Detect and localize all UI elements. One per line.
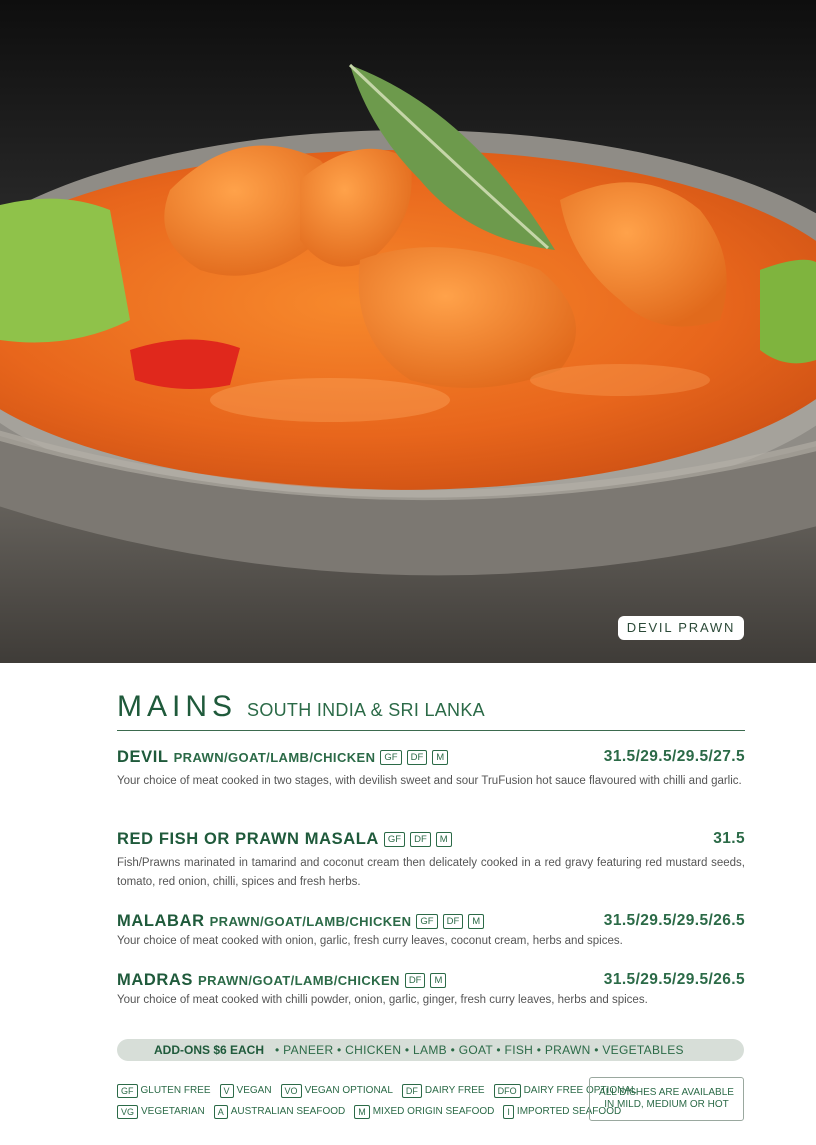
legend-text: VEGAN: [236, 1085, 272, 1096]
legend-entry: [117, 1105, 205, 1119]
item-price: 31.5/29.5/29.5/27.5: [603, 748, 745, 765]
legend-entry: [117, 1084, 211, 1098]
diet-tags: [379, 832, 452, 847]
legend-text: DAIRY FREE: [424, 1085, 485, 1096]
legend-code: GF: [117, 1084, 138, 1098]
diet-tag: DF: [443, 914, 464, 929]
item-name: MADRAS: [117, 970, 194, 989]
diet-tag: M: [468, 914, 484, 929]
legend-text: IMPORTED SEAFOOD: [516, 1106, 622, 1117]
item-description: Your choice of meat cooked in two stages, with devilish sweet and sour TruFusion hot sauce flavoured with chilli and garlic.: [117, 775, 742, 787]
spice-level-notice: [589, 1077, 744, 1121]
item-options: PRAWN/GOAT/LAMB/CHICKEN: [198, 972, 400, 988]
item-price: 31.5: [713, 830, 745, 847]
item-header: [117, 746, 745, 768]
legend-text: MIXED ORIGIN SEAFOOD: [372, 1106, 495, 1117]
legend-code: DFO: [494, 1084, 521, 1098]
photo-caption: DEVIL PRAWN: [618, 616, 744, 640]
legend-text: VEGETARIAN: [141, 1106, 205, 1117]
diet-tags: [411, 914, 484, 929]
addons-bar: [117, 1039, 744, 1061]
menu-item-malabar: [117, 910, 745, 951]
notice-line: ALL DISHES ARE AVAILABLE: [599, 1087, 734, 1098]
menu-item-red-fish-masala: [117, 828, 745, 892]
item-header: [117, 910, 745, 932]
legend-row: [117, 1101, 622, 1122]
item-name: RED FISH OR PRAWN MASALA: [117, 829, 379, 848]
menu-item-devil: [117, 746, 745, 791]
legend-code: DF: [402, 1084, 422, 1098]
diet-legend: [117, 1080, 637, 1122]
legend-entry: [281, 1084, 393, 1098]
section-subtitle: SOUTH INDIA & SRI LANKA: [247, 700, 485, 720]
item-name: MALABAR: [117, 911, 205, 930]
legend-code: V: [220, 1084, 234, 1098]
diet-tag: GF: [416, 914, 437, 929]
diet-tags: [375, 750, 448, 765]
addons-label: ADD-ONS $6 EACH: [154, 1043, 265, 1057]
diet-tag: DF: [407, 750, 428, 765]
section-header: [117, 690, 745, 731]
item-header: [117, 969, 745, 991]
diet-tag: DF: [410, 832, 431, 847]
legend-row: [117, 1080, 637, 1101]
item-options: PRAWN/GOAT/LAMB/CHICKEN: [209, 913, 412, 929]
item-name: DEVIL: [117, 747, 169, 766]
item-description: Your choice of meat cooked with chilli powder, onion, garlic, ginger, fresh curry leaves, herbs and spices.: [117, 994, 648, 1006]
diet-tag: M: [430, 973, 446, 988]
item-description: Your choice of meat cooked with onion, garlic, fresh curry leaves, coconut cream, herbs and spices.: [117, 935, 623, 947]
item-price: 31.5/29.5/29.5/26.5: [603, 971, 745, 988]
legend-text: VEGAN OPTIONAL: [304, 1085, 393, 1096]
menu-item-madras: [117, 969, 745, 1010]
addons-list: • PANEER • CHICKEN • LAMB • GOAT • FISH • PRAWN • VEGETABLES: [275, 1043, 684, 1057]
legend-code: VO: [281, 1084, 302, 1098]
legend-text: GLUTEN FREE: [140, 1085, 211, 1096]
diet-tag: DF: [405, 973, 426, 988]
legend-text: AUSTRALIAN SEAFOOD: [230, 1106, 346, 1117]
legend-entry: [402, 1084, 485, 1098]
item-header: [117, 828, 745, 850]
legend-text: DAIRY FREE OPTIONAL: [523, 1085, 637, 1096]
legend-entry: [220, 1084, 272, 1098]
legend-code: VG: [117, 1105, 138, 1119]
diet-tag: M: [432, 750, 448, 765]
diet-tag: M: [436, 832, 452, 847]
item-description: Fish/Prawns marinated in tamarind and coconut cream then delicately cooked in a red gravy featuring red mustard seeds, tomato, red onion, chilli, spices and fresh herbs.: [117, 857, 745, 888]
legend-entry: [214, 1105, 345, 1119]
diet-tags: [400, 973, 447, 988]
legend-entry: [354, 1105, 494, 1119]
item-price: 31.5/29.5/29.5/26.5: [603, 912, 745, 929]
notice-line: IN MILD, MEDIUM OR HOT: [604, 1099, 729, 1110]
section-title: MAINS: [117, 690, 238, 723]
diet-tag: GF: [380, 750, 401, 765]
legend-code: A: [214, 1105, 228, 1119]
diet-tag: GF: [384, 832, 405, 847]
item-options: PRAWN/GOAT/LAMB/CHICKEN: [173, 749, 376, 765]
legend-code: I: [503, 1105, 514, 1119]
legend-code: M: [354, 1105, 370, 1119]
menu-section: [117, 690, 745, 1006]
